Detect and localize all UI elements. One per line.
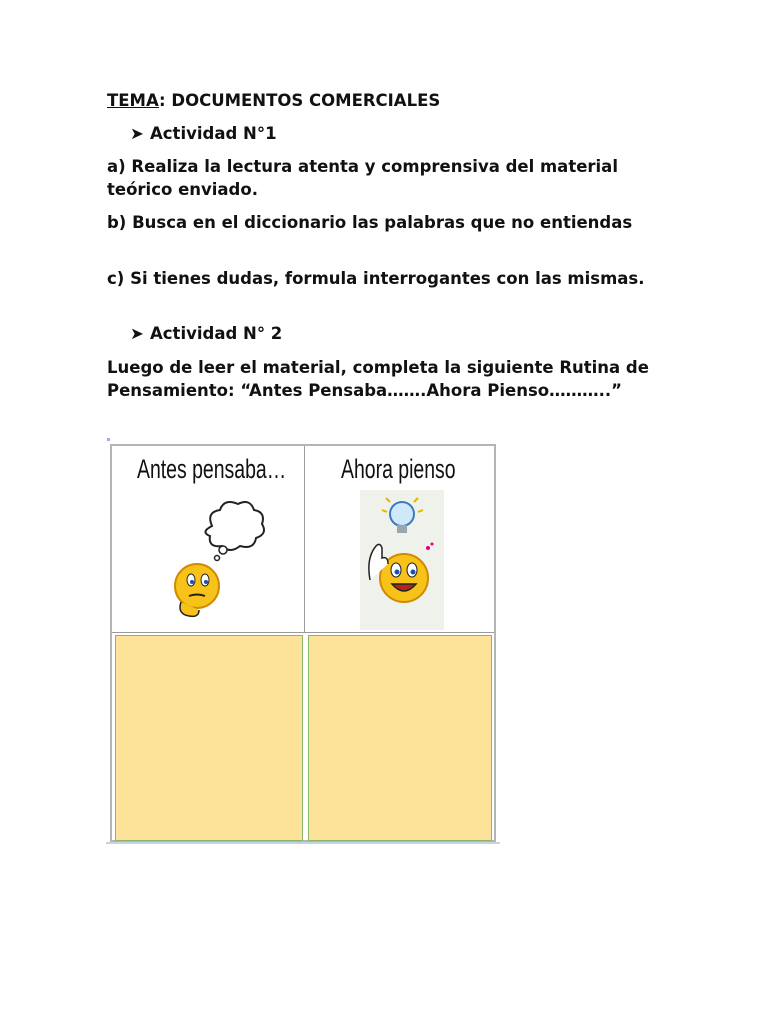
instruction-a: a) Realiza la lectura atenta y comprensiva del material teórico enviado. — [107, 157, 618, 199]
topic-heading — [107, 90, 667, 113]
table-bottom-border — [106, 842, 500, 844]
before-caption: Antes pensaba… — [137, 454, 287, 484]
arrow-bullet-icon: ➤ — [130, 324, 144, 343]
anchor-marker — [107, 438, 110, 441]
activity-2-heading — [130, 323, 650, 346]
activity-1-heading — [130, 123, 650, 146]
instruction-b: b) Busca en el diccionario las palabras que no entiendas — [107, 213, 633, 232]
idea-smiley-icon — [360, 490, 444, 630]
activity-1-title: Actividad N°1 — [150, 124, 277, 143]
after-caption: Ahora pienso — [341, 454, 456, 484]
activity-2-title: Actividad N° 2 — [150, 324, 283, 343]
topic-label: TEMA — [107, 91, 160, 110]
column-divider — [304, 446, 305, 632]
after-answer-box[interactable] — [308, 635, 492, 841]
activity-2-instructions: Luego de leer el material, completa la siguiente Rutina de Pensamiento: “Antes Pensaba…….Ahora Pienso………..” — [107, 358, 649, 400]
before-answer-box[interactable] — [115, 635, 303, 841]
topic-title: : DOCUMENTOS COMERCIALES — [159, 91, 441, 110]
thinking-routine-table — [110, 444, 496, 842]
thinking-smiley-icon — [167, 498, 267, 628]
arrow-bullet-icon: ➤ — [130, 124, 144, 143]
instruction-c: c) Si tienes dudas, formula interrogantes con las mismas. — [107, 269, 645, 288]
row-divider — [112, 632, 494, 633]
